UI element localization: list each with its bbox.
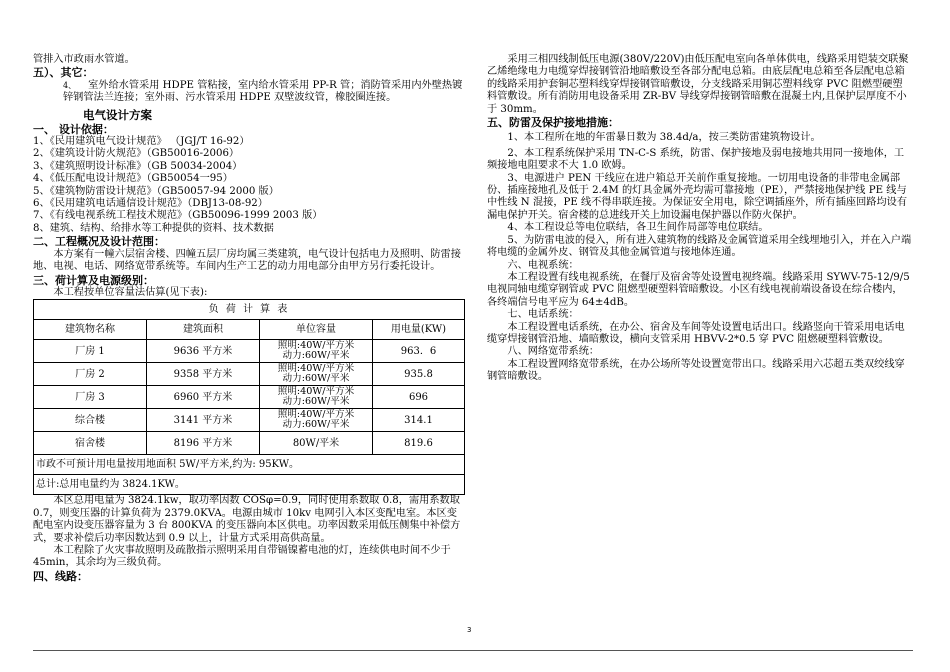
cell-unit-capacity: 80W/平米 — [260, 432, 373, 455]
unit-lighting: 照明:40W/平方米 — [277, 408, 355, 420]
table-note-total: 总计:总用电量约为 3824.1KW。 — [34, 475, 465, 495]
cell-area: 6960 平方米 — [147, 386, 260, 409]
project-overview-heading: 二、工程概况及设计范围： — [33, 235, 165, 249]
unit-lighting: 照明:40W/平方米 — [277, 385, 355, 397]
table-title: 负 荷 计 算 表 — [34, 300, 465, 320]
unit-power: 动力:60W/平米 — [282, 373, 350, 385]
lightning-item-2: 2、本工程系统保护采用 TN-C-S 系统，防雷、保护接地及弱电接地共用同一接地体，工频接地电阻要求不大 1.0 欧姆。 — [487, 147, 905, 172]
cell-building: 宿舍楼 — [34, 432, 147, 455]
cell-building: 厂房 3 — [34, 386, 147, 409]
network-system-heading: 八、网络宽带系统： — [507, 346, 600, 358]
cell-area: 9358 平方米 — [147, 363, 260, 386]
lightning-item-5: 5、为防雷电波的侵入，所有进入建筑物的线路及金属管道采用全线埋地引入，并在入户端将电缆的金属外皮、钢管及其他金属管道与接地体连通。 — [487, 234, 912, 259]
design-basis-list — [33, 136, 465, 235]
lightning-protection-heading: 五、防雷及保护接地措施： — [487, 116, 619, 130]
electrical-design-title: 电气设计方案 — [83, 107, 152, 122]
telephone-system-heading: 七、电话系统： — [507, 309, 579, 321]
cell-unit-capacity — [260, 363, 373, 386]
cell-load: 696 — [373, 386, 465, 409]
table-note-municipal: 市政不可预计用电量按用地面积 5W/平方米,约为: 95KW。 — [34, 455, 465, 475]
basis-item: 5、《建筑物防雷设计规范》（GB50057-94 2000 版） — [33, 185, 279, 197]
cell-area: 3141 平方米 — [147, 409, 260, 432]
basis-item: 1、《民用建筑电气设计规范》 （JGJ/T 16-92） — [33, 136, 250, 148]
table-row — [34, 363, 465, 386]
load-calc-intro: 本工程按单位容量法估算(见下表): — [53, 286, 208, 298]
header-unit-capacity: 单位容量 — [260, 320, 373, 340]
table-row — [34, 409, 465, 432]
cell-building: 综合楼 — [34, 409, 147, 432]
cell-area: 9636 平方米 — [147, 340, 260, 363]
cell-building: 厂房 2 — [34, 363, 147, 386]
header-load: 用电量(KW) — [373, 320, 465, 340]
basis-item: 4、《低压配电设计规范》（GB50054一95） — [33, 173, 233, 185]
cell-load: 963．6 — [373, 340, 465, 363]
unit-power: 动力:60W/平米 — [282, 396, 350, 408]
water-pipe-item — [63, 80, 465, 105]
power-supply-paragraph: 本区总用电量为 3824.1kw，取功率因数 COSφ=0.9，同时使用系数取 0.8，需用系数取 0.7，则变压器的计算负荷为 2379.0KVA。电源由城市 10kv 电网引入本区变配电室。本区变配电室内设变压器容量为 3 台 800KVA 的变压器向本区供电。功率因数采用低压侧集中补偿方式，要求补偿后功率因数达到 0.9 以上，计量方式采用高供高量。 — [33, 495, 461, 544]
right-column — [487, 54, 912, 384]
item-number: 4、 — [63, 80, 77, 90]
unit-lighting: 照明:40W/平方米 — [277, 362, 355, 374]
wiring-heading: 四、线路： — [33, 569, 88, 583]
table-row — [34, 432, 465, 455]
emergency-lighting-paragraph: 本工程除了火灾事故照明及疏散指示照明采用自带镉镍蓄电池的灯，连续供电时间不少于 45min，其余均为三级负荷。 — [33, 544, 451, 569]
left-column — [33, 54, 465, 583]
project-overview-text: 本方案有一幢六层宿舍楼、四幢五层厂房均属三类建筑，电气设计包括电力及照明、防雷接地、电视、电话、网络宽带系统等。车间内生产工艺的动力用电部分由甲方另行委托设计。 — [33, 248, 461, 273]
cell-load: 314.1 — [373, 409, 465, 432]
drain-line: 管排入市政雨水管道。 — [33, 54, 135, 65]
wiring-paragraph: 采用三相四线制低压电源(380V/220V)由低压配电室向各单体供电，线路采用铠装交联聚乙烯绝缘电力电缆穿焊接钢管沿地暗敷设至各部分配电总箱。由底层配电总箱至各层配电总箱的线路采用护套铜芯塑料线穿焊接钢管暗敷设，分支线路采用铜芯塑料线穿 PVC 阻燃型硬塑料管敷设。所有消防用电设备采用 ZR-BV 导线穿焊接钢管暗敷在混凝土内,且保护层厚度不小于 30mm。 — [487, 54, 909, 115]
basis-item: 3、《建筑照明设计标准》（GB 50034-2004） — [33, 160, 243, 172]
cell-load: 935.8 — [373, 363, 465, 386]
cell-unit-capacity — [260, 386, 373, 409]
unit-power: 动力:60W/平米 — [282, 419, 350, 431]
table-row — [34, 340, 465, 363]
unit-power: 动力:60W/平米 — [282, 350, 350, 362]
table-header-row — [34, 320, 465, 340]
header-building: 建筑物名称 — [34, 320, 147, 340]
basis-item: 7、《有线电视系统工程技术规范》（GB50096-1999 2003 版） — [33, 210, 323, 222]
load-calc-heading: 三、荷计算及电源级别： — [33, 273, 154, 287]
tv-system-heading: 六、电视系统： — [507, 259, 579, 271]
footer-rule — [33, 650, 913, 651]
cell-load: 819.6 — [373, 432, 465, 455]
basis-item: 8、建筑、结构、给排水等工种提供的资料、技术数据 — [33, 222, 274, 234]
section-5-other-heading: 五）、其它： — [33, 66, 94, 80]
header-area: 建筑面积 — [147, 320, 260, 340]
load-calculation-table — [33, 299, 465, 495]
design-basis-heading: 一、 设计依据： — [33, 122, 114, 136]
cell-unit-capacity — [260, 409, 373, 432]
water-pipe-text: 室外给水管采用 HDPE 管粘接，室内给水管采用 PP-R 管；消防管采用内外壁热镀锌钢管法兰连接；室外雨、污水管采用 HDPE 双壁波纹管，橡胶圈连接。 — [63, 79, 463, 104]
cell-area: 8196 平方米 — [147, 432, 260, 455]
lightning-item-4: 4、本工程设总等电位联结，各卫生间作局部等电位联结。 — [507, 222, 769, 234]
basis-item: 2、《建筑设计防火规范》（GB50016-2006） — [33, 148, 240, 160]
telephone-system-text: 本工程设置电话系统，在办公、宿舍及车间等处设置电话出口。线路竖向干管采用电话电缆穿焊接钢管沿地、墙暗敷设，横向支管采用 HBVV-2*0.5 穿 PVC 阻燃硬塑料管敷设。 — [487, 321, 905, 345]
tv-system-text: 本工程设置有线电视系统，在餐厅及宿舍等处设置电视终端。线路采用 SYWV-75-12/9/5 电视同轴电缆穿钢管或 PVC 阻燃型硬塑料管暗敷设。小区有线电视前端设备设在综合楼内，各终端信号电平应为 64±4dB。 — [487, 271, 910, 308]
cell-building: 厂房 1 — [34, 340, 147, 363]
lightning-item-3: 3、电源进户 PEN 干线应在进户箱总开关前作重复接地。一切用电设备的非带电金属部份、插座接地孔及低于 2.4M 的灯具金属外壳均需可靠接地（PE），严禁接地保护线 PE 线与中性线 N 混接，PE 线不得串联连接。为保证安全用电，除空调插座外，所有插座回路均设有漏电保护开关。宿舍楼的总进线开关上加设漏电保护器以作防火保护。 — [487, 172, 908, 221]
cell-unit-capacity — [260, 340, 373, 363]
unit-lighting: 照明:40W/平方米 — [277, 339, 355, 351]
lightning-item-1: 1、本工程所在地的年雷暴日数为 38.4d/a，按三类防雷建筑物设计。 — [507, 132, 821, 144]
page-number: 3 — [467, 626, 472, 634]
table-row — [34, 386, 465, 409]
basis-item: 6、《民用建筑电话通信设计规范》（DBJ13-08-92） — [33, 198, 268, 210]
network-system-text: 本工程设置网络宽带系统，在办公场所等处设置宽带出口。线路采用六芯超五类双绞线穿钢管暗敷设。 — [487, 358, 905, 383]
